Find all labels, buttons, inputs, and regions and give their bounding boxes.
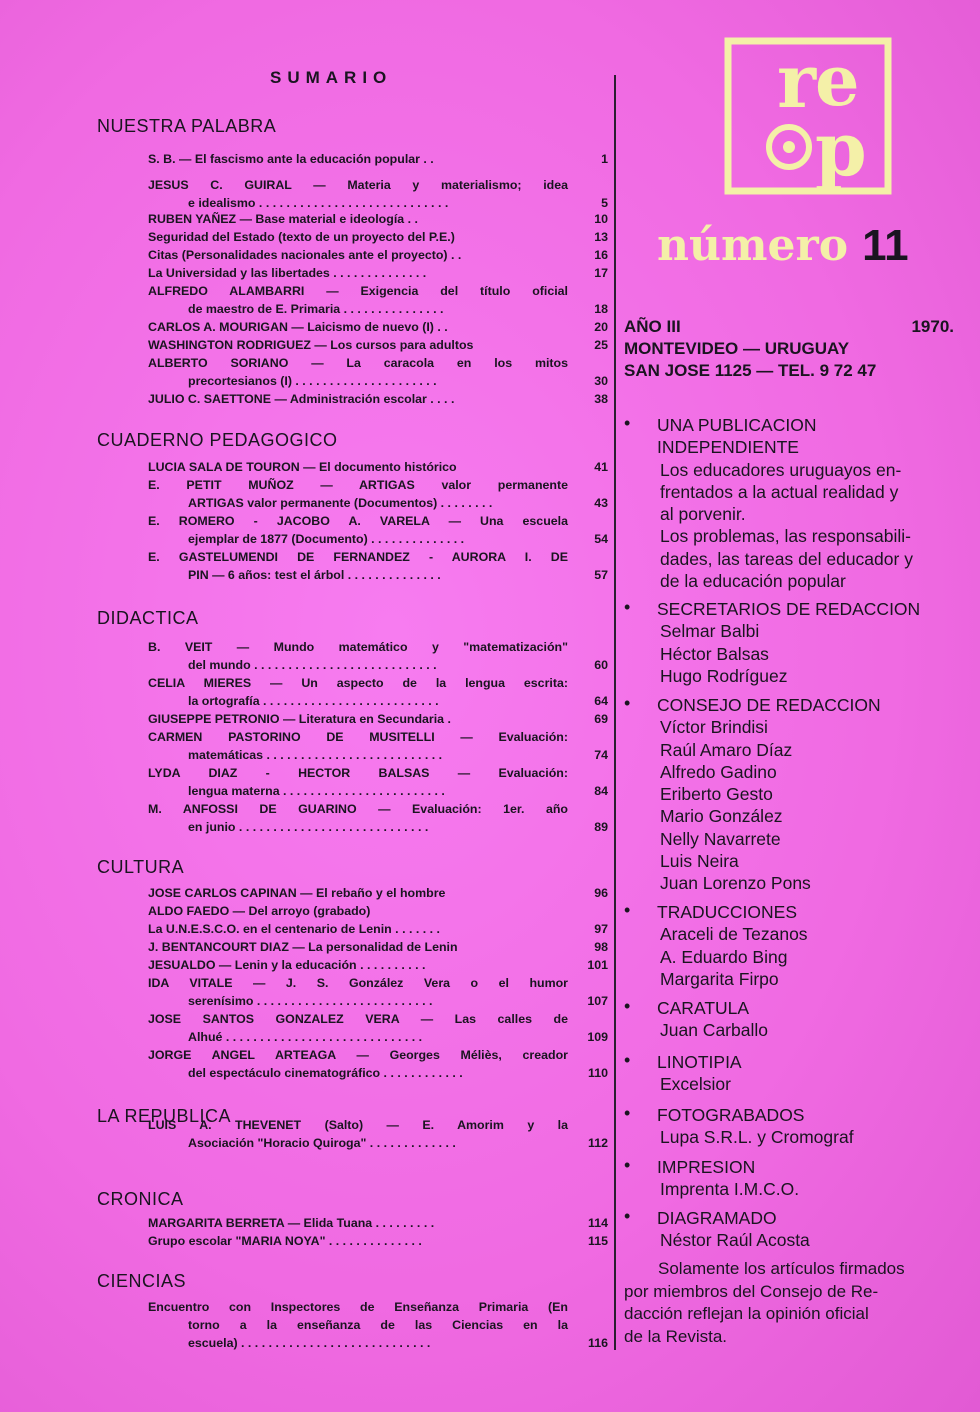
toc-entry-text: JESUALDO — Lenin y la educación . . . . . . . . . .: [148, 958, 426, 972]
toc-entry-text: CELIA MIERES — Un aspecto de la lengua escrita:: [148, 676, 568, 690]
credit-item: [624, 1207, 954, 1252]
bullet-icon: •: [624, 996, 631, 1016]
toc-entry-text: E. PETIT MUÑOZ — ARTIGAS valor permanente: [148, 478, 568, 492]
toc-entry-text: PIN — 6 años: test el árbol . . . . . . . . . . . . . .: [188, 568, 441, 582]
svg-text:e: e: [815, 39, 860, 122]
info-year-line: [624, 316, 954, 338]
credit-line: Alfredo Gadino: [660, 761, 777, 782]
toc-entry: [148, 476, 608, 512]
toc-entry: [148, 150, 608, 168]
info-anio: AÑO III: [624, 317, 681, 336]
credit-line: Hugo Rodríguez: [660, 665, 788, 686]
toc-entry-text: serenísimo . . . . . . . . . . . . . . . . . . . . . . . . . .: [188, 994, 433, 1008]
toc-entry-text: E. ROMERO - JACOBO A. VARELA — Una escuela: [148, 514, 568, 528]
toc-entry-text: E. GASTELUMENDI DE FERNANDEZ - AURORA I. DE: [148, 550, 568, 564]
credit-line: Eriberto Gesto: [660, 784, 773, 805]
toc-entry-text: JOSE SANTOS GONZALEZ VERA — Las calles de: [148, 1012, 568, 1026]
bullet-icon: •: [624, 413, 631, 433]
toc-entry-text: M. ANFOSSI DE GUARINO — Evaluación: 1er. año: [148, 802, 568, 816]
toc-page-number: 114: [588, 1216, 608, 1230]
toc-page-number: 97: [594, 922, 608, 936]
toc-entry: [148, 1046, 608, 1082]
credit-item: [624, 1051, 954, 1096]
toc-entry-text: lengua materna . . . . . . . . . . . . . . . . . . . . . . . .: [188, 784, 445, 798]
toc-entry-text: JESUS C. GUIRAL — Materia y materialismo; idea: [148, 178, 568, 192]
credit-line: Selmar Balbi: [660, 621, 760, 642]
toc-page-number: 20: [594, 320, 608, 334]
toc-entry-text: Encuentro con Inspectores de Enseñanza Primaria (En: [148, 1300, 568, 1314]
toc-entry-text: GIUSEPPE PETRONIO — Literatura en Secundaria .: [148, 712, 451, 726]
credit-heading: LINOTIPIA: [657, 1052, 742, 1072]
toc-entry-text: precortesianos (I) . . . . . . . . . . . . . . . . . . . . .: [188, 374, 437, 388]
column-divider: [614, 75, 616, 1350]
toc-entry: [148, 920, 608, 938]
toc-entry: [148, 902, 608, 920]
toc-entry: [148, 674, 608, 710]
toc-page-number: 116: [588, 1336, 608, 1350]
toc-page-number: 64: [594, 694, 608, 708]
toc-entry-text: Citas (Personalidades nacionales ante el proyecto) . .: [148, 248, 462, 262]
toc-entry: [148, 974, 608, 1010]
toc-entry: [148, 282, 608, 318]
toc-entry: [148, 210, 608, 228]
toc-page-number: 38: [594, 392, 608, 406]
toc-entry-text: JULIO C. SAETTONE — Administración escolar . . . .: [148, 392, 455, 406]
toc-entry-text: MARGARITA BERRETA — Elida Tuana . . . . . . . . .: [148, 1216, 435, 1230]
info-year: 1970.: [911, 317, 954, 336]
svg-text:r: r: [777, 39, 816, 125]
disclaimer-line: dacción reflejan la opinión oficial: [624, 1304, 869, 1323]
credit-line: al porvenir.: [660, 504, 746, 525]
toc-entry: [148, 1232, 608, 1250]
credit-line: Néstor Raúl Acosta: [660, 1230, 810, 1251]
toc-entry: [148, 390, 608, 408]
toc-entry-text: ALBERTO SORIANO — La caracola en los mitos: [148, 356, 568, 370]
spine-title: [30, 0, 100, 1412]
bullet-icon: •: [624, 1050, 631, 1070]
toc-entry-text: LUIS A. THEVENET (Salto) — E. Amorim y la: [148, 1118, 568, 1132]
toc-page-number: 1: [601, 152, 608, 166]
toc-entry-text: e idealismo . . . . . . . . . . . . . . . . . . . . . . . . . . . .: [188, 196, 449, 210]
toc-entry-text: La U.N.E.S.C.O. en el centenario de Lenin . . . . . . .: [148, 922, 440, 936]
toc-entry-text: LYDA DIAZ - HECTOR BALSAS — Evaluación:: [148, 766, 568, 780]
section-la-republica: LA REPUBLICA: [97, 1106, 232, 1126]
toc-page-number: 30: [594, 374, 608, 388]
toc-entry-text: escuela) . . . . . . . . . . . . . . . . . . . . . . . . . . . .: [188, 1336, 431, 1350]
toc-entry-text: de maestro de E. Primaria . . . . . . . . . . . . . . .: [188, 302, 444, 316]
credit-line: Raúl Amaro Díaz: [660, 739, 793, 760]
sumario-heading: SUMARIO: [270, 68, 393, 87]
credit-line: A. Eduardo Bing: [660, 946, 788, 967]
disclaimer-line: Solamente los artículos firmados: [658, 1259, 905, 1278]
credit-heading: SECRETARIOS DE REDACCION: [657, 599, 921, 619]
toc-entry: [148, 354, 608, 390]
section-didactica: DIDACTICA: [97, 608, 199, 628]
toc-page-number: 69: [594, 712, 608, 726]
toc-entry-text: La Universidad y las libertades . . . . . . . . . . . . . .: [148, 266, 427, 280]
toc-entry: [148, 176, 608, 212]
toc-entry-text: ALDO FAEDO — Del arroyo (grabado): [148, 904, 371, 918]
toc-entry: [148, 764, 608, 800]
toc-entry: [148, 264, 608, 282]
credit-heading: UNA PUBLICACION: [657, 415, 817, 435]
credit-heading: TRADUCCIONES: [657, 902, 798, 922]
toc-entry: [148, 1298, 608, 1352]
credit-line: Los educadores uruguayos en-: [660, 459, 902, 480]
credit-heading: IMPRESION: [657, 1157, 756, 1177]
toc-entry-text: LUCIA SALA DE TOURON — El documento histórico: [148, 460, 457, 474]
section-nuestra-palabra: NUESTRA PALABRA: [97, 116, 277, 136]
toc-entry: [148, 938, 608, 956]
toc-entry-text: JOSE CARLOS CAPINAN — El rebaño y el hombre: [148, 886, 446, 900]
credit-line: de la educación popular: [660, 571, 846, 592]
toc-entry: [148, 638, 608, 674]
toc-entry-text: CARMEN PASTORINO DE MUSITELLI — Evaluación:: [148, 730, 568, 744]
credit-line: Víctor Brindisi: [660, 717, 768, 738]
info-address: SAN JOSE 1125 — TEL. 9 72 47: [624, 361, 877, 380]
credit-heading: CARATULA: [657, 998, 750, 1018]
toc-page-number: 110: [588, 1066, 608, 1080]
toc-entry-text: del mundo . . . . . . . . . . . . . . . . . . . . . . . . . . .: [188, 658, 437, 672]
credit-line: Héctor Balsas: [660, 643, 769, 664]
bullet-icon: •: [624, 1155, 631, 1175]
credit-line: INDEPENDIENTE: [657, 437, 799, 458]
toc-entry: [148, 228, 608, 246]
credit-item: [624, 901, 954, 990]
toc-entry: [148, 710, 608, 728]
toc-entry-text: CARLOS A. MOURIGAN — Laicismo de nuevo (I) . .: [148, 320, 448, 334]
toc-entry-text: matemáticas . . . . . . . . . . . . . . . . . . . . . . . . . .: [188, 748, 443, 762]
toc-entry: [148, 800, 608, 836]
credit-item: [624, 694, 954, 895]
credit-item: [624, 1104, 954, 1149]
toc-entry-text: Asociación "Horacio Quiroga" . . . . . . . . . . . . .: [188, 1136, 456, 1150]
toc-page-number: 16: [594, 248, 608, 262]
toc-entry-text: Seguridad del Estado (texto de un proyecto del P.E.): [148, 230, 455, 244]
toc-page-number: 25: [594, 338, 608, 352]
toc-page-number: 5: [601, 196, 608, 210]
toc-page-number: 13: [594, 230, 608, 244]
section-cultura: CULTURA: [97, 857, 185, 877]
toc-entry-text: ejemplar de 1877 (Documento) . . . . . . . . . . . . . .: [188, 532, 465, 546]
toc-page-number: 101: [587, 958, 608, 972]
toc-entry-text: RUBEN YAÑEZ — Base material e ideología . .: [148, 212, 418, 226]
section-ciencias: CIENCIAS: [97, 1271, 187, 1291]
toc-page-number: 57: [594, 568, 608, 582]
toc-page-number: 98: [594, 940, 608, 954]
credit-line: Nelly Navarrete: [660, 828, 781, 849]
credit-line: Los problemas, las responsabili-: [660, 526, 911, 547]
toc-entry-text: WASHINGTON RODRIGUEZ — Los cursos para adultos: [148, 338, 474, 352]
credit-line: Imprenta I.M.C.O.: [660, 1179, 800, 1200]
credit-heading: FOTOGRABADOS: [657, 1105, 805, 1125]
toc-entry-text: Alhué . . . . . . . . . . . . . . . . . . . . . . . . . . . . .: [188, 1030, 423, 1044]
issue-value: 11: [862, 221, 909, 270]
toc-entry-text: torno a la enseñanza de las Ciencias en la: [188, 1318, 568, 1332]
credit-line: Luis Neira: [660, 851, 739, 872]
svg-text:p: p: [815, 107, 867, 193]
credit-item: [624, 598, 954, 687]
toc-page-number: 112: [588, 1136, 608, 1150]
toc-entry-text: la ortografía . . . . . . . . . . . . . . . . . . . . . . . . . .: [188, 694, 439, 708]
toc-entry: [148, 318, 608, 336]
toc-entry: [148, 512, 608, 548]
issue-number: [657, 220, 909, 271]
credit-item: [624, 414, 954, 592]
toc-page-number: 10: [594, 212, 608, 226]
toc-entry: [148, 884, 608, 902]
toc-entry-text: Grupo escolar "MARIA NOYA" . . . . . . . . . . . . . .: [148, 1234, 422, 1248]
toc-entry: [148, 728, 608, 764]
toc-entry: [148, 458, 608, 476]
bullet-icon: •: [624, 1103, 631, 1123]
rep-logo: [723, 35, 893, 195]
toc-entry-text: en junio . . . . . . . . . . . . . . . . . . . . . . . . . . . .: [188, 820, 429, 834]
credit-line: Margarita Firpo: [660, 968, 779, 989]
disclaimer-line: de la Revista.: [624, 1326, 727, 1346]
toc-page-number: 89: [594, 820, 608, 834]
toc-entry-text: ARTIGAS valor permanente (Documentos) . . . . . . . .: [188, 496, 493, 510]
toc-page-number: 54: [594, 532, 608, 546]
toc-entry: [148, 336, 608, 354]
disclaimer: [624, 1258, 954, 1348]
toc-entry-text: B. VEIT — Mundo matemático y "matematización": [148, 640, 568, 654]
toc-page-number: 74: [594, 748, 608, 762]
toc-entry-text: ALFREDO ALAMBARRI — Exigencia del título oficial: [148, 284, 568, 298]
credit-heading: DIAGRAMADO: [657, 1208, 777, 1228]
toc-entry-text: J. BENTANCOURT DIAZ — La personalidad de Lenin: [148, 940, 458, 954]
credit-line: Excelsior: [660, 1074, 731, 1095]
toc-entry: [148, 1010, 608, 1046]
credit-item: [624, 1156, 954, 1201]
bullet-icon: •: [624, 1206, 631, 1226]
toc-entry: [148, 548, 608, 584]
toc-page-number: 60: [594, 658, 608, 672]
toc-page-number: 43: [594, 496, 608, 510]
toc-entry: [148, 956, 608, 974]
toc-entry: [148, 246, 608, 264]
bullet-icon: •: [624, 693, 631, 713]
toc-page-number: 115: [588, 1234, 608, 1248]
toc-entry-text: JORGE ANGEL ARTEAGA — Georges Méliès, creador: [148, 1048, 568, 1062]
toc-entry: [148, 1214, 608, 1232]
issue-label: número: [657, 220, 849, 271]
credit-line: Juan Carballo: [660, 1020, 768, 1041]
credit-heading: CONSEJO DE REDACCION: [657, 695, 881, 715]
credit-line: Juan Lorenzo Pons: [660, 873, 811, 894]
info-city: MONTEVIDEO — URUGUAY: [624, 339, 850, 358]
toc-page-number: 109: [587, 1030, 608, 1044]
toc-page-number: 41: [594, 460, 608, 474]
toc-page-number: 96: [594, 886, 608, 900]
disclaimer-line: por miembros del Consejo de Re-: [624, 1281, 879, 1301]
bullet-icon: •: [624, 597, 631, 617]
section-cronica: CRONICA: [97, 1189, 184, 1209]
credit-line: Mario González: [660, 806, 783, 827]
toc-page-number: 107: [587, 994, 608, 1008]
credit-item: [624, 997, 954, 1042]
toc-entry-text: IDA VITALE — J. S. González Vera o el humor: [148, 976, 568, 990]
toc-page-number: 84: [594, 784, 608, 798]
credit-line: dades, las tareas del educador y: [660, 548, 913, 569]
credit-line: Araceli de Tezanos: [660, 924, 808, 945]
toc-entry-text: del espectáculo cinematográfico . . . . . . . . . . . .: [188, 1066, 463, 1080]
toc-page-number: 17: [594, 266, 608, 280]
section-cuaderno-pedagogico: CUADERNO PEDAGOGICO: [97, 430, 338, 450]
toc-page-number: 18: [594, 302, 608, 316]
bullet-icon: •: [624, 900, 631, 920]
credit-line: frentados a la actual realidad y: [660, 481, 899, 502]
toc-entry-text: S. B. — El fascismo ante la educación popular . .: [148, 152, 434, 166]
credit-line: Lupa S.R.L. y Cromograf: [660, 1127, 854, 1148]
toc-entry: [148, 1116, 608, 1152]
